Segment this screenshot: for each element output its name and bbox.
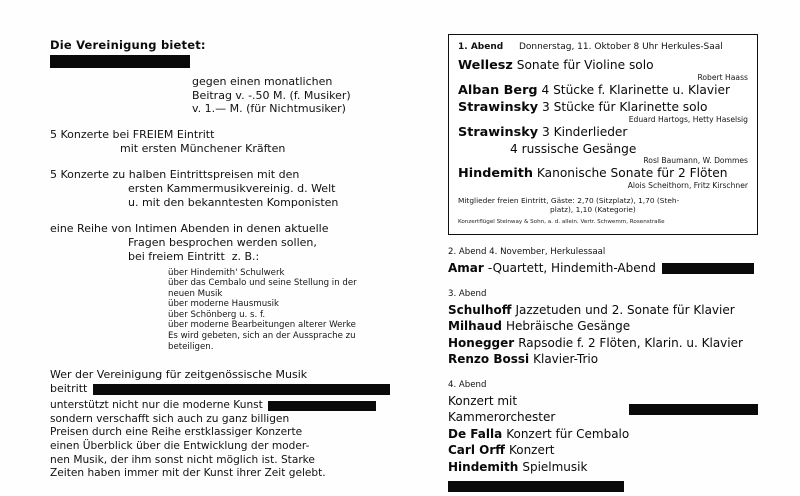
composer: Renzo Bossi [448,352,530,367]
topic-list [50,268,390,353]
evening-1-header [458,42,748,52]
evening-4-row [448,426,758,443]
right-column [448,34,758,492]
redaction-bar-footer [448,481,624,492]
left-column [50,38,390,481]
programme-row [458,124,748,141]
redaction-bar-paragraph [268,401,376,411]
evening-3-block [448,289,758,368]
membership-line-2-row [50,382,390,396]
topic-item: über moderne Bearbeitungen alterer Werke [168,320,356,331]
price-note [458,196,748,214]
evening-3-row [448,302,758,319]
work: Rapsodie f. 2 Flöten, Klarin. u. Klavier [518,335,743,350]
performer-credit: Eduard Hartogs, Hetty Haselsig [628,115,748,124]
work: Kanonische Sonate für 2 Flöten [536,166,728,180]
offer-item-1-line-1: 5 Konzerte bei FREIEM Eintritt [50,127,215,141]
offer-item-3-line-2: Fragen besprochen werden sollen, [128,235,317,249]
composer: De Falla [448,426,503,441]
paragraph-line-2: sondern verschafft sich auch zu ganz billigen [50,412,290,425]
composer: Hindemith [458,166,533,181]
performer-credit: Robert Haass [697,73,748,82]
offer-item-3-line-1: eine Reihe von Intimen Abenden in denen aktuelle [50,221,329,235]
work: Konzert [508,443,555,458]
composer: Schulhoff [448,302,512,317]
page-title: Die Vereinigung bietet: [50,38,206,52]
redaction-bar-evening-4 [629,404,758,415]
evening-2-block [448,247,758,277]
evening-3-row [448,318,758,335]
programme-row [458,82,748,99]
work: 3 Stücke für Klarinette solo [541,100,708,114]
work: Konzert mit Kammerorchester [448,393,556,425]
paragraph-line-3: Preisen durch eine Reihe erstklassiger Konzerte [50,426,303,439]
paragraph-line-6: Zeiten haben immer mit der Kunst ihrer Zeit gelebt. [50,467,326,480]
topic-item: über das Cembalo und seine Stellung in der [168,278,357,289]
evening-4-block [448,380,758,493]
work: Jazzetuden und 2. Sonate für Klavier [515,302,735,317]
membership-line-2: beitritt [50,382,88,396]
programme-row [458,141,748,157]
composer: Alban Berg [458,83,538,98]
evening-1-detail: Donnerstag, 11. Oktober 8 Uhr Herkules-Saal [518,42,723,52]
composer: Milhaud [448,319,502,334]
programme-row [458,99,748,116]
composer: Strawinsky [458,100,539,115]
topic-item: über Schönberg u. s. f. [168,309,266,320]
work: Klavier-Trio [533,352,599,367]
offer-item-2-line-2: ersten Kammermusikvereinig. d. Welt [128,181,336,195]
topic-item: Es wird gebeten, sich an der Aussprache zu [168,331,356,342]
evening-4-row [448,393,758,426]
programme-row [458,165,748,182]
composer: Hindemith [448,459,519,474]
evening-1-label: 1. Abend [458,42,504,52]
evening-2-label: 2. Abend 4. November, Herkulessaal [448,247,606,258]
offer-item-2-line-3: u. mit den bekanntesten Komponisten [128,195,339,209]
work: 3 Kinderlieder [541,125,628,139]
composer: Wellesz [458,58,513,73]
membership-line-1: Wer der Vereinigung für zeitgenössische Musik [50,368,308,382]
evening-4-row [448,459,758,476]
evening-2-row [448,260,758,277]
performer-credit: Rosl Baumann, W. Dommes [643,156,748,165]
offer-line-1: gegen einen monatlichen [192,75,333,88]
offer-line-2: Beitrag v. -.50 M. (f. Musiker) [192,88,351,102]
paragraph-line-1: unterstützt nicht nur die moderne Kunst [50,399,263,412]
paragraph-line-5: nen Musik, der ihm sonst nicht möglich ist. Starke [50,453,315,466]
composer: Amar [448,261,484,276]
evening-3-row [448,351,758,368]
offer-item-3-line-3: bei freiem Eintritt z. B.: [128,249,260,263]
topic-item: beteiligen. [168,341,214,352]
redaction-bar-title [50,55,190,68]
evening-3-row [448,335,758,352]
paragraph-line-1-row [50,399,390,413]
work: Konzert für Cembalo [506,426,630,441]
topic-item: über Hindemith' Schulwerk [168,267,285,278]
offer-item-2-line-1: 5 Konzerte zu halben Eintrittspreisen mit den [50,167,300,181]
work: 4 russische Gesänge [510,142,637,156]
offer-line-3: v. 1.— M. (für Nichtmusiker) [192,102,346,115]
composer: Honegger [448,335,515,350]
topic-item: neuen Musik [168,288,223,299]
topic-item: über moderne Hausmusik [168,299,279,310]
evening-4-row [448,442,758,459]
programme-row [458,57,748,74]
piano-credit: Konzertflügel Steinway & Sohn, a. d. allein. Vertr. Schwemm, Rosenstraße [458,219,665,226]
performer-credit: Alois Scheithorn, Fritz Kirschner [627,181,748,190]
work: Hebräische Gesänge [505,319,631,334]
work: Spielmusik [522,459,588,474]
work: Sonate für Violine solo [516,58,654,72]
offer-item-1-line-2: mit ersten Münchener Kräften [120,141,286,155]
evening-1-box [448,34,758,235]
price-note-line-1: Mitglieder freien Eintritt, Gäste: 2,70 (Sitzplatz), 1,70 (Steh- [458,196,680,205]
redaction-bar-membership [93,384,390,395]
paragraph-line-4: einen Überblick über die Entwicklung der moder- [50,440,310,453]
composer: Carl Orff [448,443,505,458]
evening-3-label: 3. Abend [448,288,487,299]
redaction-bar-evening-2 [662,263,754,274]
evening-1-programme [458,57,748,190]
work: 4 Stücke f. Klarinette u. Klavier [541,83,730,97]
evening-4-label: 4. Abend [448,379,487,390]
work: -Quartett, Hindemith-Abend [487,261,656,276]
composer: Strawinsky [458,125,539,140]
price-note-line-2: platz), 1,10 (Kategorie) [550,205,636,215]
